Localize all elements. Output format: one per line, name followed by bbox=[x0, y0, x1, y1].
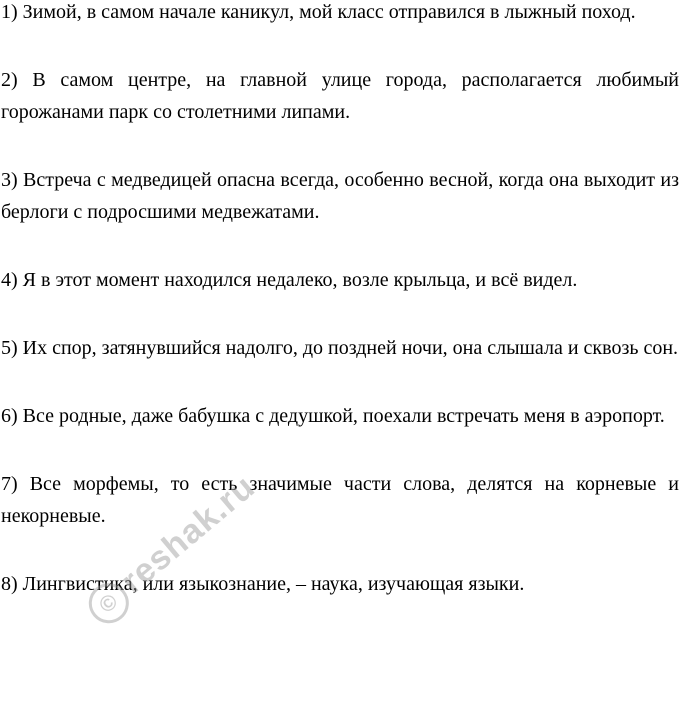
sentence-4: 4) Я в этот момент находился недалеко, возле крыльца, и всё видел. bbox=[1, 269, 578, 291]
sentence-6: 6) Все родные, даже бабушка с дедушкой, поехали встречать меня в аэропорт. bbox=[1, 405, 665, 427]
watermark-text: reshak.ru bbox=[113, 467, 263, 601]
document-body bbox=[1, 0, 679, 636]
copyright-icon: © bbox=[81, 575, 137, 631]
sentence-1: 1) Зимой, в самом начале каникул, мой класс отправился в лыжный поход. bbox=[1, 1, 636, 23]
sentence-7: 7) Все морфемы, то есть значимые части слова, делятся на корневые и некорневые. bbox=[1, 473, 679, 527]
sentence-8: 8) Лингвистика, или языкознание, – наука, изучающая языки. bbox=[1, 573, 525, 595]
sentence-2: 2) В самом центре, на главной улице города, располагается любимый горожанами парк со столетними липами. bbox=[1, 69, 679, 123]
sentence-5: 5) Их спор, затянувшийся надолго, до поздней ночи, она слышала и сквозь сон. bbox=[1, 337, 679, 359]
sentence-3: 3) Встреча с медведицей опасна всегда, особенно весной, когда она выходит из берлоги с подросшими медвежатами. bbox=[1, 169, 679, 223]
